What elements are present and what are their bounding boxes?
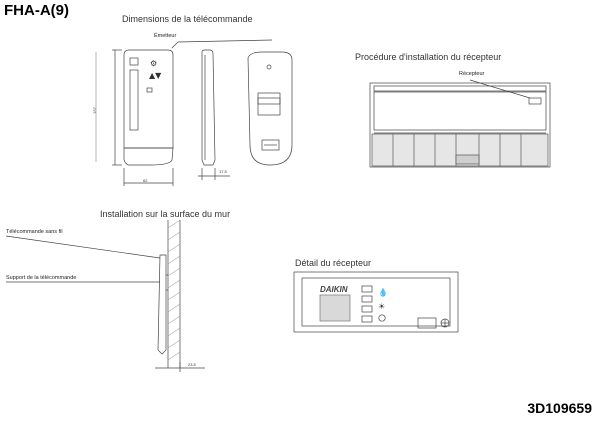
svg-text:⚙: ⚙ [150,59,158,68]
document-number: 3D109659 [527,400,592,416]
filter-grille [372,134,548,166]
receiver-detail-title: Détail du récepteur [295,258,372,268]
wireless-remote-label: Télécommande sans fil [6,229,63,235]
dim-height-label: 157 [91,107,97,114]
wall-surface [168,220,180,368]
svg-text:☀: ☀ [378,302,386,311]
receiver-detail-panel [294,272,458,332]
svg-text:▲▼: ▲▼ [149,71,162,80]
receiver-install-title: Procédure d'installation du récepteur [355,52,502,62]
remote-holder-label: Support de la télécommande [6,275,77,281]
daikin-logo: DAIKIN [320,285,348,294]
remote-front-view [124,50,173,165]
wall-hatch [168,220,180,360]
dim-width-label: 62 [143,178,148,183]
emitter-label: Émetteur [154,33,177,39]
wall-remote-side [158,255,168,354]
remote-back-view [248,52,292,165]
remote-dimensions-title: Dimensions de la télécommande [122,14,253,24]
wall-dim-depth-label: 23.5 [188,362,196,367]
dim-depth-label: 17.5 [219,169,227,174]
receiver-label: Récepteur [459,71,485,77]
wall-install-title: Installation sur la surface du mur [100,209,231,219]
model-title: FHA-A(9) [4,2,69,19]
remote-side-view [202,50,215,165]
svg-text:💧: 💧 [378,288,388,297]
